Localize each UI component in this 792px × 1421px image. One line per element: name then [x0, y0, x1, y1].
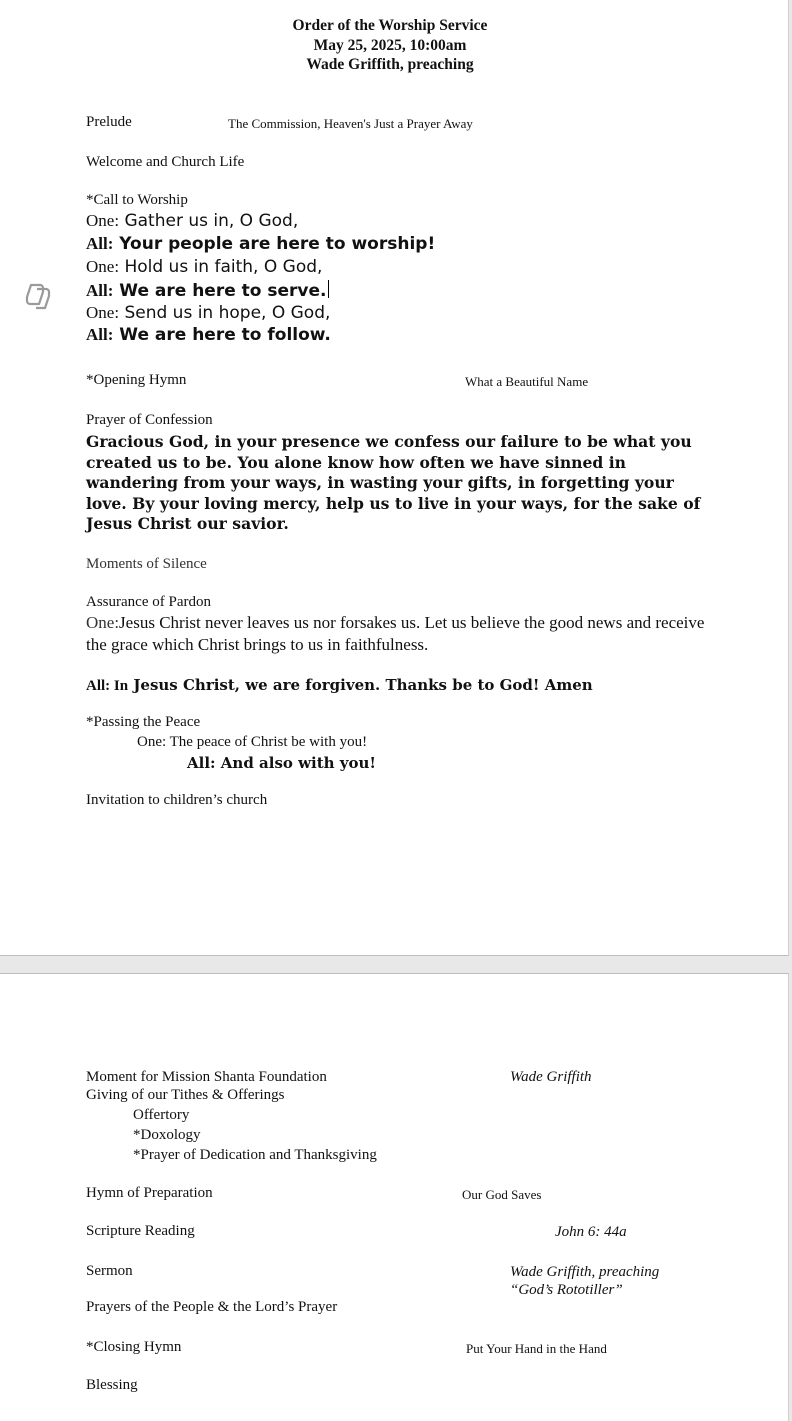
- pardon-text: One:Jesus Christ never leaves us nor forsakes us. Let us believe the good news and receive the grace which Christ brings to us in faithfulness.: [86, 613, 705, 654]
- peace-label: *Passing the Peace: [86, 714, 201, 730]
- sermon-title: “God’s Rototiller”: [510, 1282, 623, 1298]
- closing-hymn-label: *Closing Hymn: [86, 1339, 182, 1355]
- scripture-label: Scripture Reading: [86, 1223, 195, 1239]
- mission-leader: Wade Griffith: [510, 1069, 592, 1085]
- document-page-2: [0, 973, 789, 1421]
- call-line: One: Hold us in faith, O God,: [86, 257, 323, 277]
- giving-label: Giving of our Tithes & Offerings: [86, 1087, 285, 1103]
- call-line: All: We are here to follow.: [86, 325, 331, 345]
- copilot-icon[interactable]: [22, 279, 54, 311]
- dedication-label: *Prayer of Dedication and Thanksgiving: [133, 1147, 377, 1163]
- call-to-worship-label: *Call to Worship: [86, 192, 188, 208]
- hymn-prep-label: Hymn of Preparation: [86, 1185, 213, 1201]
- prelude-label: Prelude: [86, 114, 132, 130]
- doxology-label: *Doxology: [133, 1127, 201, 1143]
- pardon-label: Assurance of Pardon: [86, 594, 211, 610]
- confession-label: Prayer of Confession: [86, 412, 213, 428]
- sermon-label: Sermon: [86, 1263, 133, 1279]
- blessing-label: Blessing: [86, 1377, 138, 1393]
- service-preacher: Wade Griffith, preaching: [306, 56, 474, 73]
- closing-hymn-title: Put Your Hand in the Hand: [466, 1341, 607, 1356]
- prelude-title: The Commission, Heaven's Just a Prayer Away: [228, 116, 473, 131]
- pardon-response: All: In Jesus Christ, we are forgiven. Thanks be to God! Amen: [86, 676, 593, 694]
- prayers-label: Prayers of the People & the Lord’s Prayer: [86, 1299, 338, 1315]
- call-line: One: Send us in hope, O God,: [86, 303, 331, 323]
- mission-label: Moment for Mission Shanta Foundation: [86, 1069, 327, 1085]
- confession-prayer: Gracious God, in your presence we confess our failure to be what you created us to be. You alone know how often we have sinned in wandering from your ways, in wasting your gifts, in forgetting your love. By your loving mercy, help us to live in your ways, for the sake of Jesus Christ our savior.: [86, 432, 701, 534]
- opening-hymn-title: What a Beautiful Name: [465, 374, 589, 389]
- service-date: May 25, 2025, 10:00am: [313, 37, 467, 54]
- offertory-label: Offertory: [133, 1107, 190, 1123]
- hymn-prep-title: Our God Saves: [462, 1187, 542, 1202]
- peace-one: One: The peace of Christ be with you!: [137, 734, 368, 750]
- call-line[interactable]: All: We are here to serve.: [86, 280, 329, 301]
- call-line: All: Your people are here to worship!: [86, 234, 436, 254]
- children-invitation: Invitation to children’s church: [86, 792, 268, 808]
- welcome-label: Welcome and Church Life: [86, 154, 245, 170]
- service-title: Order of the Worship Service: [292, 17, 488, 34]
- silence-label: Moments of Silence: [86, 556, 207, 572]
- scripture-reference: John 6: 44a: [555, 1224, 627, 1240]
- text-cursor: [328, 280, 330, 298]
- call-line: One: Gather us in, O God,: [86, 211, 299, 231]
- sermon-preacher: Wade Griffith, preaching: [510, 1264, 660, 1280]
- opening-hymn-label: *Opening Hymn: [86, 372, 187, 388]
- peace-all: All: And also with you!: [187, 754, 377, 772]
